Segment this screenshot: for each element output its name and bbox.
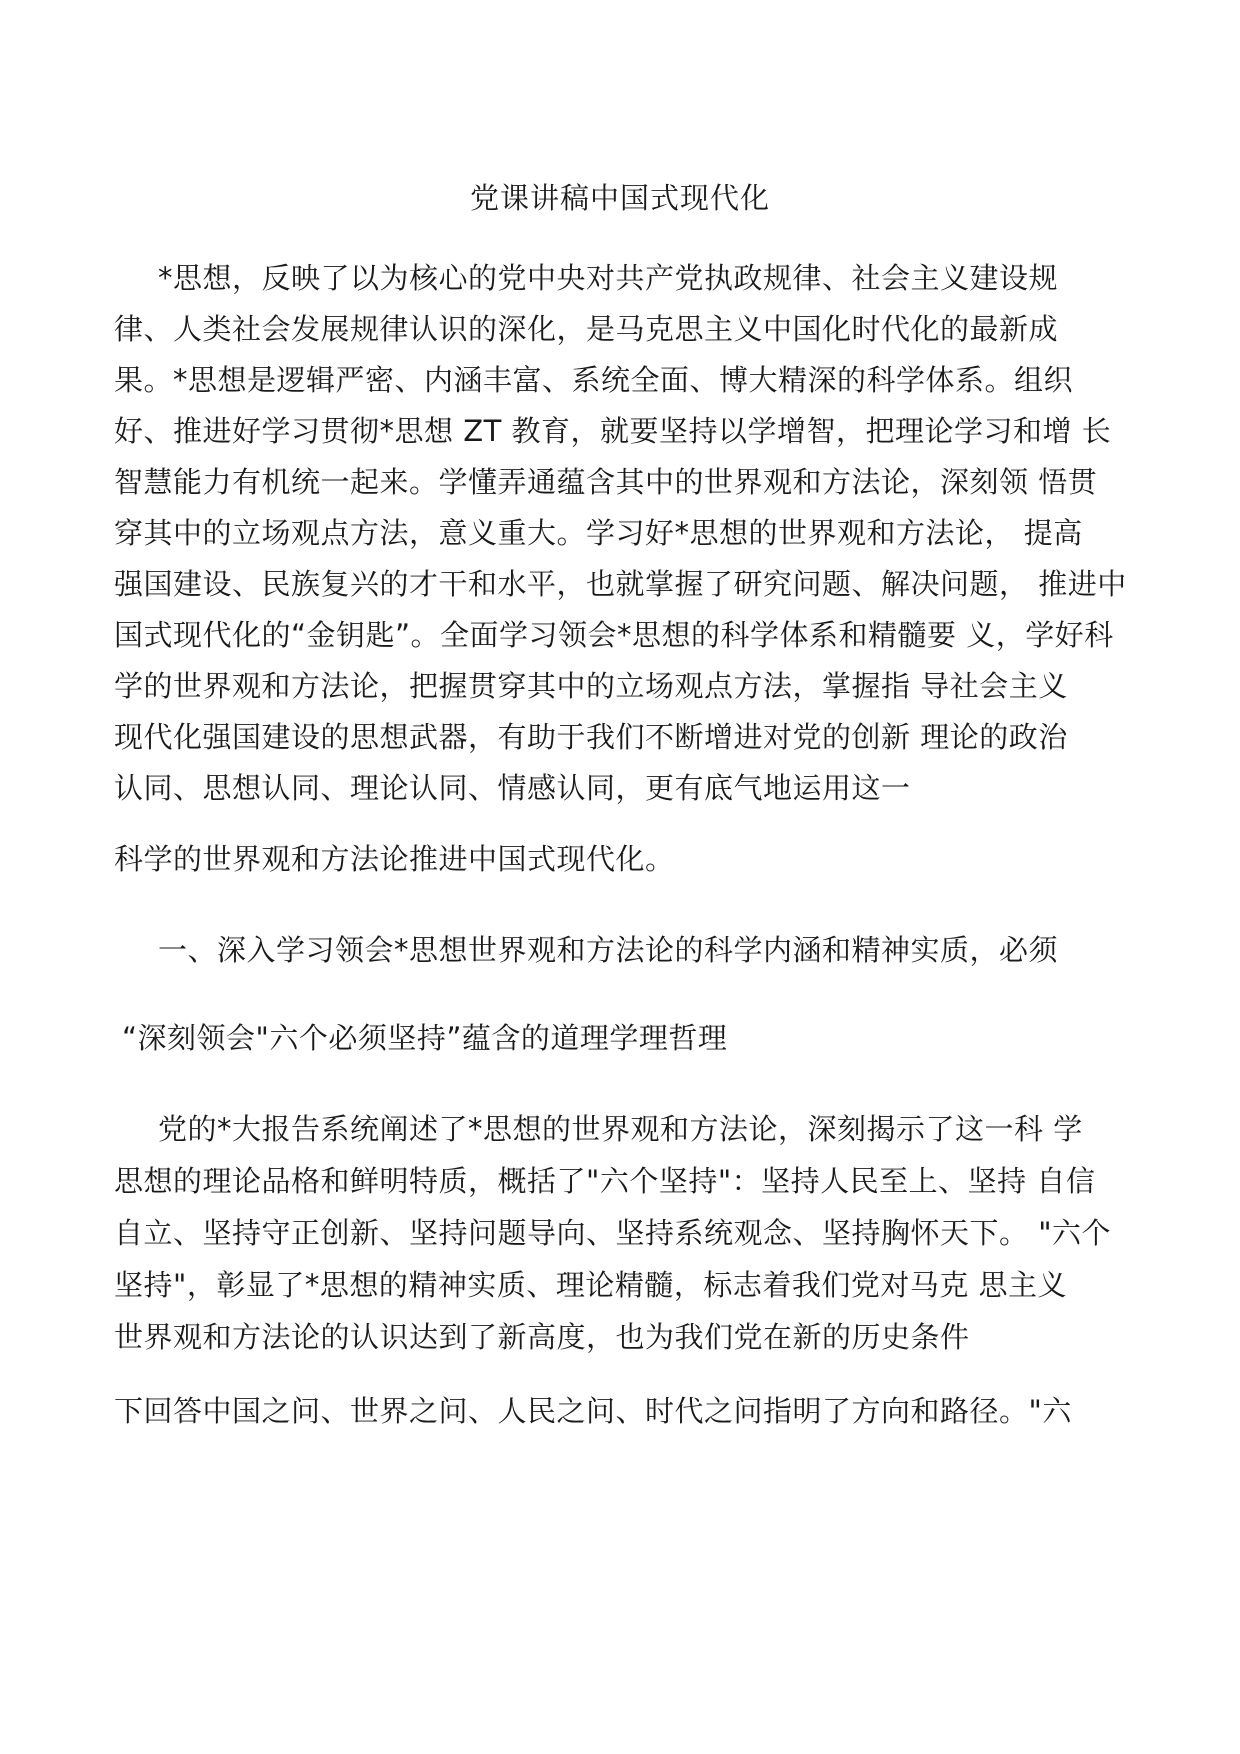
- paragraph-line: 强国建设、民族复兴的才干和水平，也就掌握了研究问题、解决问题， 推进中: [114, 567, 1127, 601]
- paragraph-line: 律、人类社会发展规律认识的深化，是马克思主义中国化时代化的最新成: [114, 312, 1059, 346]
- section-heading: “深刻领会"六个必须坚持”蕴含的道理学理哲理: [122, 1021, 728, 1055]
- paragraph-line: *思想，反映了以为核心的党中央对共产党执政规律、社会主义建设规: [158, 261, 1059, 295]
- paragraph-line: 自立、坚持守正创新、坚持问题导向、坚持系统观念、坚持胸怀天下。 "六个: [114, 1216, 1112, 1250]
- paragraph-line: 党的*大报告系统阐述了*思想的世界观和方法论，深刻揭示了这一科 学: [158, 1112, 1083, 1146]
- paragraph-line: 智慧能力有机统一起来。学懂弄通蕴含其中的世界观和方法论，深刻领 悟贯: [114, 465, 1098, 499]
- paragraph-line: 学的世界观和方法论，把握贯穿其中的立场观点方法，掌握指 导社会主义: [114, 669, 1068, 703]
- paragraph-line: 世界观和方法论的认识达到了新高度，也为我们党在新的历史条件: [114, 1320, 970, 1354]
- paragraph-line: 科学的世界观和方法论推进中国式现代化。: [114, 842, 675, 876]
- document-title: 党课讲稿中国式现代化: [469, 181, 770, 215]
- paragraph-line: 现代化强国建设的思想武器，有助于我们不断增进对党的创新 理论的政治: [114, 720, 1068, 754]
- paragraph-line: 认同、思想认同、理论认同、情感认同，更有底气地运用这一: [114, 771, 911, 805]
- paragraph-line: 好、推进好学习贯彻*思想 ZT 教育，就要坚持以学增智，把理论学习和增 长: [114, 414, 1112, 448]
- paragraph-line: 穿其中的立场观点方法，意义重大。学习好*思想的世界观和方法论， 提高: [114, 516, 1083, 550]
- paragraph-line: 果。*思想是逻辑严密、内涵丰富、系统全面、博大精深的科学体系。组织: [114, 363, 1074, 397]
- paragraph-line: 国式现代化的“金钥匙”。全面学习领会*思想的科学体系和精髓要 义，学好科: [114, 618, 1114, 652]
- paragraph-line: 思想的理论品格和鲜明特质，概括了"六个坚持"：坚持人民至上、坚持 自信: [114, 1164, 1096, 1198]
- paragraph-line: 下回答中国之问、世界之问、人民之问、时代之问指明了方向和路径。"六: [114, 1394, 1072, 1428]
- paragraph-line: 坚持"，彰显了*思想的精神实质、理论精髓，标志着我们党对马克 思主义: [114, 1268, 1068, 1302]
- section-heading: 一、深入学习领会*思想世界观和方法论的科学内涵和精神实质，必须: [158, 933, 1059, 967]
